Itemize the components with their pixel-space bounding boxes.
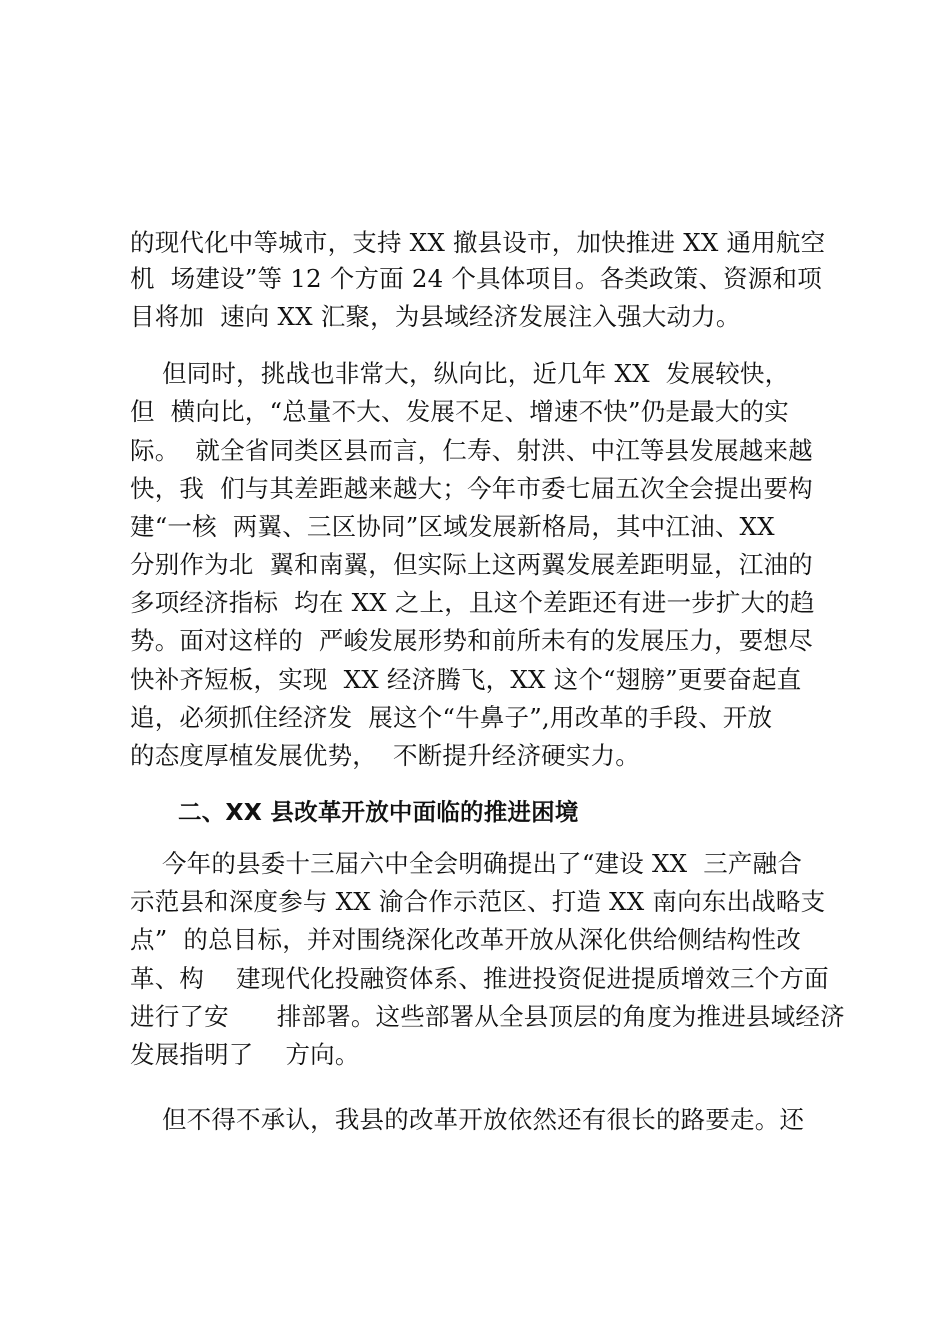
paragraph-line: 革、构 建现代化投融资体系、推进投资促进提质增效三个方面	[130, 964, 829, 993]
paragraph-line: 的现代化中等城市，支持 XX 撤县设市，加快推进 XX 通用航空	[130, 228, 826, 257]
paragraph-line: 的态度厚植发展优势， 不断提升经济硬实力。	[130, 741, 640, 770]
paragraph-line: 目将加 速向 XX 汇聚，为县域经济发展注入强大动力。	[130, 302, 741, 331]
paragraph-line: 进行了安 排部署。这些部署从全县顶层的角度为推进县域经济	[130, 1002, 845, 1031]
section-heading: 二、XX 县改革开放中面临的推进困境	[178, 798, 579, 826]
paragraph-line: 但不得不承认，我县的改革开放依然还有很长的路要走。还	[130, 1105, 805, 1134]
paragraph-line: 机 场建设”等 12 个方面 24 个具体项目。各类政策、资源和项	[130, 264, 822, 293]
paragraph-line: 点” 的总目标，并对围绕深化改革开放从深化供给侧结构性改	[130, 925, 801, 954]
paragraph-line: 多项经济指标 均在 XX 之上，且这个差距还有进一步扩大的趋	[130, 588, 815, 617]
paragraph-line: 发展指明了 方向。	[130, 1040, 360, 1069]
paragraph-line: 际。 就全省同类区县而言，仁寿、射洪、中江等县发展越来越	[130, 436, 813, 465]
paragraph-line: 追，必须抓住经济发 展这个“牛鼻子”,用改革的手段、开放	[130, 703, 773, 732]
paragraph-line: 但同时，挑战也非常大，纵向比，近几年 XX 发展较快，	[130, 359, 790, 388]
paragraph-line: 今年的县委十三届六中全会明确提出了“建设 XX 三产融合	[130, 849, 803, 878]
paragraph-line: 快补齐短板，实现 XX 经济腾飞，XX 这个“翅膀”更要奋起直	[130, 665, 802, 694]
paragraph-line: 快，我 们与其差距越来越大；今年市委七届五次全会提出要构	[130, 474, 813, 503]
paragraph-line: 示范县和深度参与 XX 渝合作示范区、打造 XX 南向东出战略支	[130, 887, 826, 916]
paragraph-line: 势。面对这样的 严峻发展形势和前所未有的发展压力，要想尽	[130, 626, 813, 655]
paragraph-line: 建“一核 两翼、三区协同”区域发展新格局，其中江油、XX	[130, 512, 775, 541]
paragraph-line: 但 横向比，“总量不大、发展不足、增速不快”仍是最大的实	[130, 397, 789, 426]
paragraph-line: 分别作为北 翼和南翼，但实际上这两翼发展差距明显，江油的	[130, 550, 813, 579]
